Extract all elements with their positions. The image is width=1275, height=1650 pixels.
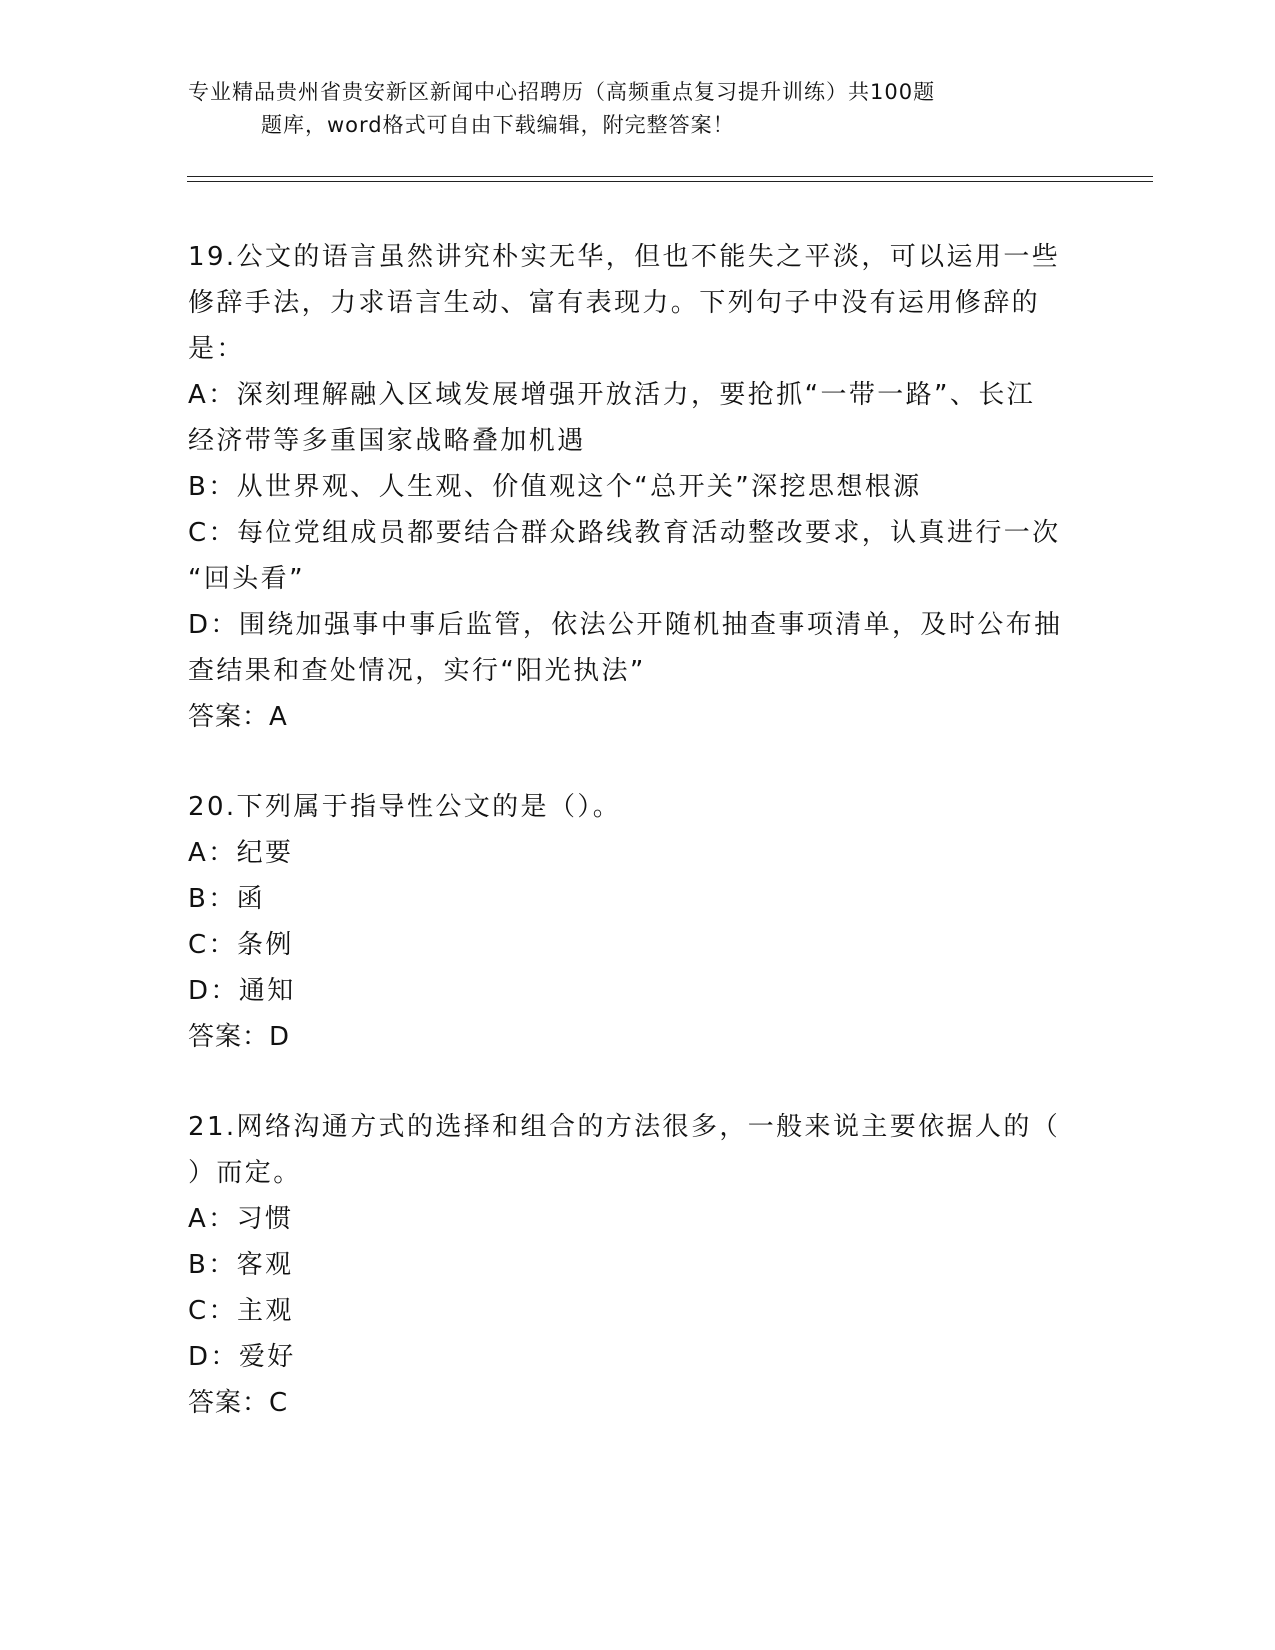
option-d [188, 602, 1088, 694]
option-text-line: B：从世界观、人生观、价值观这个“总开关”深挖思想根源 [188, 472, 922, 502]
option-text-line: D：围绕加强事中事后监管，依法公开随机抽查事项清单，及时公布抽 [188, 610, 1063, 640]
document-header [188, 76, 1068, 142]
option-text-line: 经济带等多重国家战略叠加机遇 [188, 426, 586, 456]
question-text-line: 19.公文的语言虽然讲究朴实无华，但也不能失之平淡，可以运用一些 [188, 242, 1061, 272]
answer-line: 答案：C [188, 1388, 289, 1418]
option-text-line: A：深刻理解融入区域发展增强开放活力，要抢抓“一带一路”、长江 [188, 380, 1036, 410]
option-text-line: 查结果和查处情况，实行“阳光执法” [188, 656, 646, 686]
answer-line: 答案：A [188, 702, 288, 732]
option-text-line: “回头看” [188, 564, 305, 594]
question-item [188, 1104, 1088, 1426]
header-title-line-1: 专业精品贵州省贵安新区新闻中心招聘历（高频重点复习提升训练）共100题 [188, 80, 936, 104]
header-divider [187, 176, 1153, 177]
header-title-line-2: 题库，word格式可自由下载编辑，附完整答案！ [261, 113, 735, 137]
question-text-line: ）而定。 [188, 1158, 302, 1188]
option-b: B：客观 [188, 1250, 294, 1280]
option-a: A：习惯 [188, 1204, 294, 1234]
question-item [188, 234, 1088, 740]
option-d: D：通知 [188, 976, 296, 1006]
question-text-line: 20.下列属于指导性公文的是（）。 [188, 792, 622, 822]
option-d: D：爱好 [188, 1342, 296, 1372]
option-a [188, 372, 1088, 464]
option-b [188, 464, 1088, 510]
option-b: B：函 [188, 884, 266, 914]
question-text-line: 21.网络沟通方式的选择和组合的方法很多，一般来说主要依据人的（ [188, 1112, 1061, 1142]
option-c [188, 510, 1088, 602]
option-c: C：条例 [188, 930, 294, 960]
question-item [188, 784, 1088, 1060]
option-a: A：纪要 [188, 838, 294, 868]
question-list [188, 234, 1088, 1426]
answer-line: 答案：D [188, 1022, 291, 1052]
option-c: C：主观 [188, 1296, 294, 1326]
option-text-line: C：每位党组成员都要结合群众路线教育活动整改要求，认真进行一次 [188, 518, 1061, 548]
header-divider [187, 181, 1153, 182]
question-text-line: 是： [188, 334, 245, 364]
question-text-line: 修辞手法，力求语言生动、富有表现力。下列句子中没有运用修辞的 [188, 288, 1041, 318]
